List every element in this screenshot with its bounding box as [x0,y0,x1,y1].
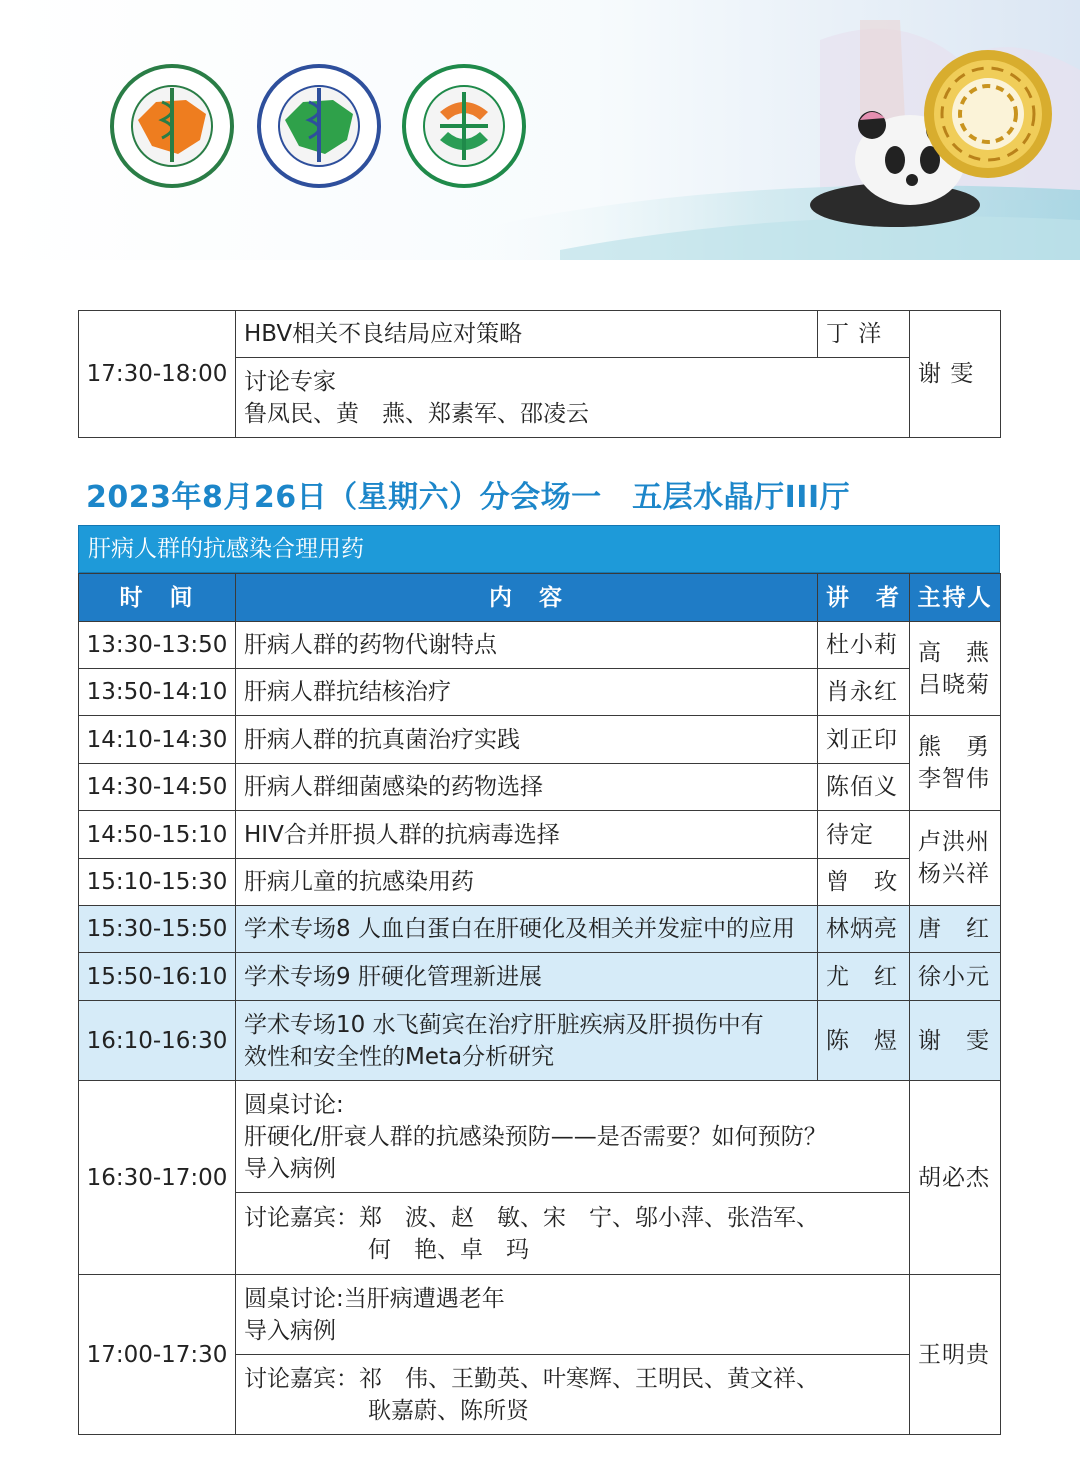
talk-title: HBV相关不良结局应对策略 [236,311,818,358]
row-content: 肝病人群的抗真菌治疗实践 [236,716,818,764]
schedule-table [78,573,1001,1435]
table-row-highlight [79,953,1001,1001]
roundtable-heading: 圆桌讨论:当肝病遭遇老年 [244,1285,505,1312]
row-host: 唐 红 [910,906,1001,953]
session-subtitle-band: 肝病人群的抗感染合理用药 [78,525,1000,573]
row-host-group [910,716,1001,811]
table-row-highlight [79,1001,1001,1081]
session-time: 17:30-18:00 [79,311,236,438]
row-time: 14:30-14:50 [79,764,236,811]
table-row [79,622,1001,669]
row-content [236,1001,818,1081]
content-line: 学术专场10 水飞蓟宾在治疗肝脏疾病及肝损伤中有 [244,1011,764,1038]
host-line: 李智伟 [918,766,990,792]
header-host: 主持人 [910,574,1001,622]
roundtable-topic: 肝硬化/肝衰人群的抗感染预防——是否需要？如何预防？ [244,1123,827,1150]
hepatology-society-logo [255,62,383,190]
guests-label: 讨论嘉宾： [244,1204,359,1231]
infectious-diseases-society-logo [400,62,528,190]
roundtable-heading: 圆桌讨论: [244,1091,344,1118]
row-time: 15:10-15:30 [79,859,236,906]
row-speaker: 陈 煜 [818,1001,910,1081]
host-line: 吕晓菊 [918,671,990,698]
row-speaker: 刘正印 [818,716,910,764]
discussion-experts: 鲁凤民、黄 燕、郑素军、邵凌云 [244,400,589,427]
host-line: 高 燕 [918,639,990,666]
roundtable-case: 导入病例 [244,1155,336,1182]
row-content: 学术专场8 人血白蛋白在肝硬化及相关并发症中的应用 [236,906,818,953]
header-banner [0,0,1080,260]
row-time: 16:10-16:30 [79,1001,236,1081]
row-time: 15:50-16:10 [79,953,236,1001]
row-content: 肝病人群的药物代谢特点 [236,622,818,669]
row-time: 14:10-14:30 [79,716,236,764]
row-content: 肝病人群细菌感染的药物选择 [236,764,818,811]
guests-list-continued: 耿嘉蔚、陈所贤 [368,1397,529,1424]
previous-session-table [78,310,1001,438]
host-line: 卢洪州 [918,829,990,855]
discussion-label: 讨论专家 [244,368,336,395]
guests-list: 祁 伟、王勤英、叶寒辉、王明民、黄文祥、 [359,1365,819,1392]
row-content: 肝病儿童的抗感染用药 [236,859,818,906]
row-time: 15:30-15:50 [79,906,236,953]
host-name: 谢 雯 [910,311,1001,438]
row-speaker: 待定 [818,811,910,859]
row-speaker: 陈佰义 [818,764,910,811]
table-row [79,716,1001,764]
roundtable-topic-cell [236,1081,910,1193]
table-row-roundtable [79,1275,1001,1355]
table-row [79,811,1001,859]
row-time: 13:30-13:50 [79,622,236,669]
chinese-medical-association-logo [108,62,236,190]
speaker-name: 丁 洋 [818,311,910,358]
table-row-roundtable [79,1081,1001,1193]
guests-list: 郑 波、赵 敏、宋 宁、邬小萍、张浩军、 [359,1204,819,1231]
row-content: 肝病人群抗结核治疗 [236,669,818,716]
row-time: 16:30-17:00 [79,1081,236,1275]
row-host: 王明贵 [910,1275,1001,1435]
roundtable-guests-cell [236,1193,910,1275]
row-time: 17:00-17:30 [79,1275,236,1435]
table-row-highlight [79,906,1001,953]
host-line: 熊 勇 [918,734,990,760]
row-time: 14:50-15:10 [79,811,236,859]
row-host: 徐小元 [910,953,1001,1001]
row-speaker: 杜小莉 [818,622,910,669]
row-content: 学术专场9 肝硬化管理新进展 [236,953,818,1001]
guests-label: 讨论嘉宾： [244,1365,359,1392]
table-row [79,859,1001,906]
guests-list-continued: 何 艳、卓 玛 [368,1236,529,1263]
row-host-group [910,622,1001,716]
row-time: 13:50-14:10 [79,669,236,716]
header-time: 时 间 [79,574,236,622]
content-line: 效性和安全性的Meta分析研究 [244,1043,555,1070]
row-host: 胡必杰 [910,1081,1001,1275]
roundtable-case: 导入病例 [244,1317,336,1344]
discussion-cell [236,358,910,438]
row-host-group [910,811,1001,906]
row-speaker: 林炳亮 [818,906,910,953]
section-title: 2023年8月26日（星期六）分会场一 五层水晶厅III厅 [86,480,851,515]
table-row [79,764,1001,811]
header-content: 内 容 [236,574,818,622]
roundtable-guests-cell [236,1355,910,1435]
row-host: 谢 雯 [910,1001,1001,1081]
row-speaker: 肖永红 [818,669,910,716]
gold-medal-emblem [918,44,1058,184]
roundtable-topic-cell [236,1275,910,1355]
row-speaker: 尤 红 [818,953,910,1001]
row-content: HIV合并肝损人群的抗病毒选择 [236,811,818,859]
host-line: 杨兴祥 [918,861,990,887]
row-speaker: 曾 玫 [818,859,910,906]
header-speaker: 讲 者 [818,574,910,622]
table-row [79,311,1001,358]
table-header-row [79,574,1001,622]
table-row [79,669,1001,716]
